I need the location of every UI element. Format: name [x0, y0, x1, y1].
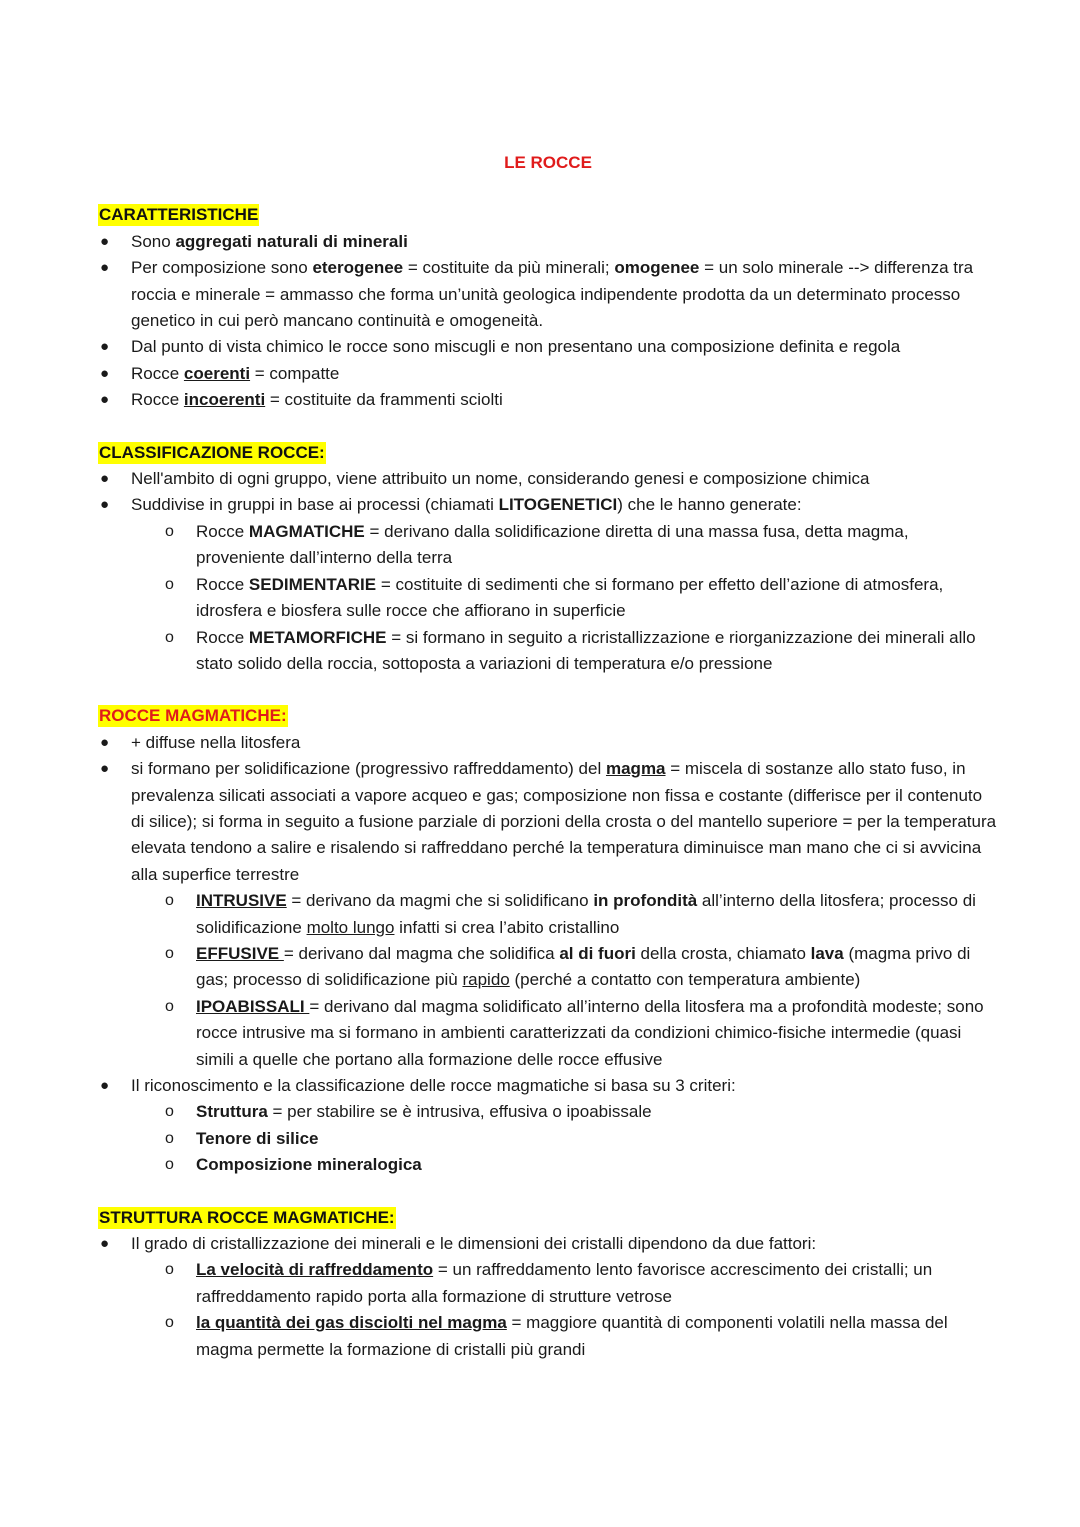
page-title: LE ROCCE [504, 153, 592, 172]
list-item: ● Nell'ambito di ogni gruppo, viene attribuito un nome, considerando genesi e composizione chimica [98, 466, 998, 492]
bullet-list [98, 1231, 998, 1257]
bullet-icon: ● [100, 1235, 110, 1253]
circle-bullet-icon: o [165, 1129, 174, 1147]
circle-bullet-icon: o [165, 892, 174, 910]
list-item: ● Per composizione sono eterogenee = costituite da più minerali; omogenee = un solo minerale --> differenza tra roccia e minerale = ammasso che forma un’unità geologica indipendente prodotta da un determinato processo genetico in cui però mancano continuità e omogeneità. [98, 255, 998, 334]
sub-list-item: o La velocità di raffreddamento = un raffreddamento lento favorisce accrescimento dei cristalli; un raffreddamento rapido porta alla formazione di strutture vetrose [98, 1257, 998, 1310]
section-rocce-magmatiche [98, 703, 998, 1178]
sub-list-item: o INTRUSIVE = derivano da magmi che si solidificano in profondità all’interno della litosfera; processo di solidificazione molto lungo infatti si crea l’abito cristallino [98, 888, 998, 941]
section-classificazione [98, 440, 998, 678]
sub-list [98, 1257, 998, 1363]
sub-list-item: o Tenore di silice [98, 1126, 998, 1152]
circle-bullet-icon: o [165, 1103, 174, 1121]
sub-list-item: o Rocce SEDIMENTARIE = costituite di sedimenti che si formano per effetto dell’azione di atmosfera, idrosfera e biosfera sulle rocce che affiorano in superficie [98, 572, 998, 625]
circle-bullet-icon: o [165, 628, 174, 646]
bullet-icon: ● [100, 232, 110, 250]
bullet-icon: ● [100, 364, 110, 382]
sub-list-item: o Rocce MAGMATICHE = derivano dalla solidificazione diretta di una massa fusa, detta magma, proveniente dall’interno della terra [98, 519, 998, 572]
circle-bullet-icon: o [165, 1261, 174, 1279]
bullet-icon: ● [100, 760, 110, 778]
document-page [98, 150, 998, 1389]
sub-list-item: o EFFUSIVE = derivano dal magma che solidifica al di fuori della crosta, chiamato lava (magma privo di gas; processo di solidificazione più rapido (perché a contatto con temperatura ambiente) [98, 941, 998, 994]
bullet-list [98, 466, 998, 519]
bullet-list [98, 1073, 998, 1099]
section-heading: ROCCE MAGMATICHE: [99, 706, 287, 726]
sub-list-item: o la quantità dei gas disciolti nel magma = maggiore quantità di componenti volatili nella massa del magma permette la formazione di cristalli più grandi [98, 1310, 998, 1363]
bullet-icon: ● [100, 496, 110, 514]
section-heading: CLASSIFICAZIONE ROCCE: [99, 442, 325, 462]
circle-bullet-icon: o [165, 944, 174, 962]
bullet-list [98, 730, 998, 888]
circle-bullet-icon: o [165, 522, 174, 540]
list-item: ● + diffuse nella litosfera [98, 730, 998, 756]
sub-list-item: o IPOABISSALI = derivano dal magma solidificato all’interno della litosfera ma a profondità modeste; sono rocce intrusive ma si formano in ambienti caratterizzati da condizioni chimico-fisiche intermedie (quasi simili a quelle che portano alla formazione delle rocce effusive [98, 994, 998, 1073]
bullet-icon: ● [100, 1077, 110, 1094]
bullet-icon: ● [100, 470, 110, 488]
sub-list-item: o Composizione mineralogica [98, 1152, 998, 1178]
list-item: ● Rocce incoerenti = costituite da frammenti sciolti [98, 387, 998, 413]
list-item: ● Dal punto di vista chimico le rocce sono miscugli e non presentano una composizione definita e regola [98, 334, 998, 360]
bullet-list [98, 229, 998, 414]
sub-list [98, 1099, 998, 1178]
sub-list [98, 519, 998, 677]
bullet-icon: ● [100, 338, 110, 356]
circle-bullet-icon: o [165, 1156, 174, 1174]
sub-list [98, 888, 998, 1073]
sub-list-item: o Rocce METAMORFICHE = si formano in seguito a ricristallizzazione e riorganizzazione dei minerali allo stato solido della roccia, sottoposta a variazioni di temperatura e/o pressione [98, 625, 998, 678]
list-item: ● Il grado di cristallizzazione dei minerali e le dimensioni dei cristalli dipendono da due fattori: [98, 1231, 998, 1257]
bullet-icon: ● [100, 259, 110, 277]
bullet-icon: ● [100, 733, 110, 751]
circle-bullet-icon: o [165, 1314, 174, 1332]
list-item: ● si formano per solidificazione (progressivo raffreddamento) del magma = miscela di sostanze allo stato fuso, in prevalenza silicati associati a vapore acqueo e gas; composizione non fissa e costante (differisce per il contenuto di silice); si forma in seguito a fusione parziale di porzioni della crosta o del mantello superiore = per la temperatura elevata tendono a salire e risalendo si raffreddano perché la temperatura diminuisce man mano che ci si avvicina alla superfice terrestre [98, 756, 998, 888]
sub-list-item: o Struttura = per stabilire se è intrusiva, effusiva o ipoabissale [98, 1099, 998, 1125]
list-item: ● Sono aggregati naturali di minerali [98, 229, 998, 255]
circle-bullet-icon: o [165, 575, 174, 593]
section-caratteristiche [98, 202, 998, 413]
circle-bullet-icon: o [165, 997, 174, 1015]
section-struttura [98, 1205, 998, 1363]
bullet-icon: ● [100, 391, 110, 409]
section-heading: CARATTERISTICHE [99, 205, 259, 225]
list-item: ● Il riconoscimento e la classificazione delle rocce magmatiche si basa su 3 criteri: [98, 1073, 998, 1099]
list-item: ● Suddivise in gruppi in base ai processi (chiamati LITOGENETICI) che le hanno generate: [98, 492, 998, 518]
section-heading: STRUTTURA ROCCE MAGMATICHE: [99, 1207, 395, 1227]
list-item: ● Rocce coerenti = compatte [98, 361, 998, 387]
